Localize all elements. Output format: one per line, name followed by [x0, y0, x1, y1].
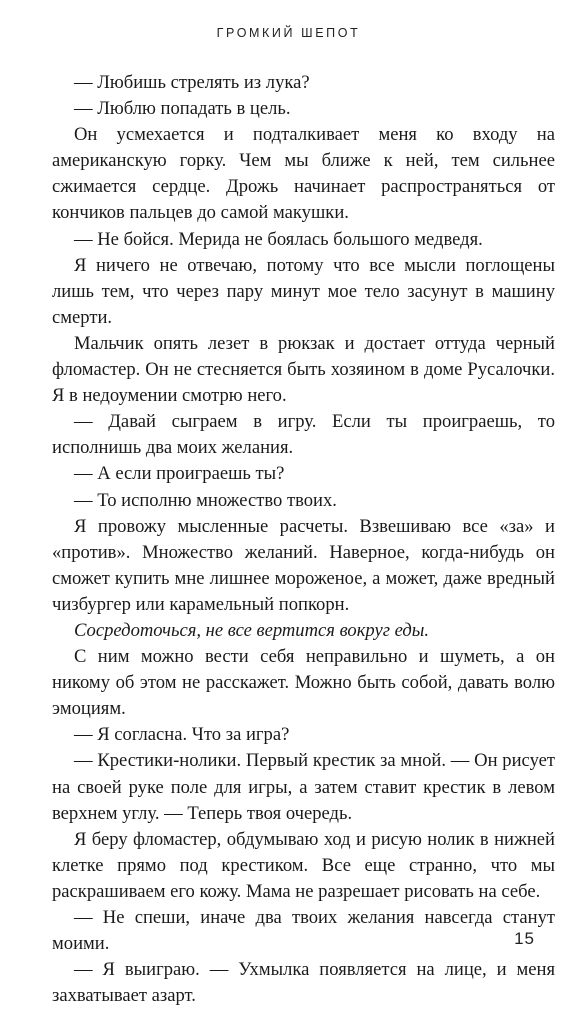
- paragraph: — Давай сыграем в игру. Если ты проиграешь, то исполнишь два моих желания.: [52, 411, 555, 459]
- body-text: [52, 70, 555, 1009]
- paragraph: — Не спеши, иначе два твоих желания навсегда станут моими.: [52, 907, 555, 955]
- paragraph: — То исполню множество твоих.: [74, 489, 337, 511]
- paragraph: Я ничего не отвечаю, потому что все мысли поглощены лишь тем, что через пару минут мое тело засунут в машину смерти.: [52, 254, 555, 328]
- paragraph: Я провожу мысленные расчеты. Взвешиваю все «за» и «против». Множество желаний. Наверное, когда-нибудь он сможет купить мне лишнее мороженое, а может, даже вредный чизбургер или карамельный попкорн.: [52, 515, 555, 615]
- paragraph: Я беру фломастер, обдумываю ход и рисую нолик в нижней клетке прямо под крестиком. Все еще странно, что мы раскрашиваем его кожу. Мама не разрешает рисовать на себе.: [52, 828, 555, 902]
- running-header: ГРОМКИЙ ШЕПОТ: [216, 26, 361, 40]
- paragraph: — Люблю попадать в цель.: [74, 98, 291, 120]
- paragraph: Мальчик опять лезет в рюкзак и достает оттуда черный фломастер. Он не стесняется быть хозяином в доме Русалочки. Я в недоумении смотрю него.: [52, 332, 555, 407]
- paragraph: — Крестики-нолики. Первый крестик за мной. — Он рисует на своей руке поле для игры, а затем ставит крестик в левом верхнем углу. — Теперь твоя очередь.: [52, 750, 555, 824]
- paragraph: — Я согласна. Что за игра?: [74, 724, 290, 746]
- paragraph: — А если проиграешь ты?: [74, 463, 285, 485]
- paragraph: — Не бойся. Мерида не боялась большого медведя.: [74, 228, 483, 250]
- page-number: 15: [514, 929, 535, 948]
- paragraph: — Я выиграю. — Ухмылка появляется на лице, и меня захватывает азарт.: [52, 959, 555, 1007]
- paragraph: — Любишь стрелять из лука?: [74, 72, 310, 93]
- paragraph-italic: Сосредоточься, не все вертится вокруг еды.: [74, 619, 430, 641]
- paragraph: Он усмехается и подталкивает меня ко входу на американскую горку. Чем мы ближе к ней, тем сильнее сжимается сердце. Дрожь начинает распространяться от кончиков пальцев до самой макушки.: [52, 124, 555, 224]
- paragraph: С ним можно вести себя неправильно и шуметь, а он никому об этом не расскажет. Можно быть собой, давать волю эмоциям.: [52, 646, 555, 720]
